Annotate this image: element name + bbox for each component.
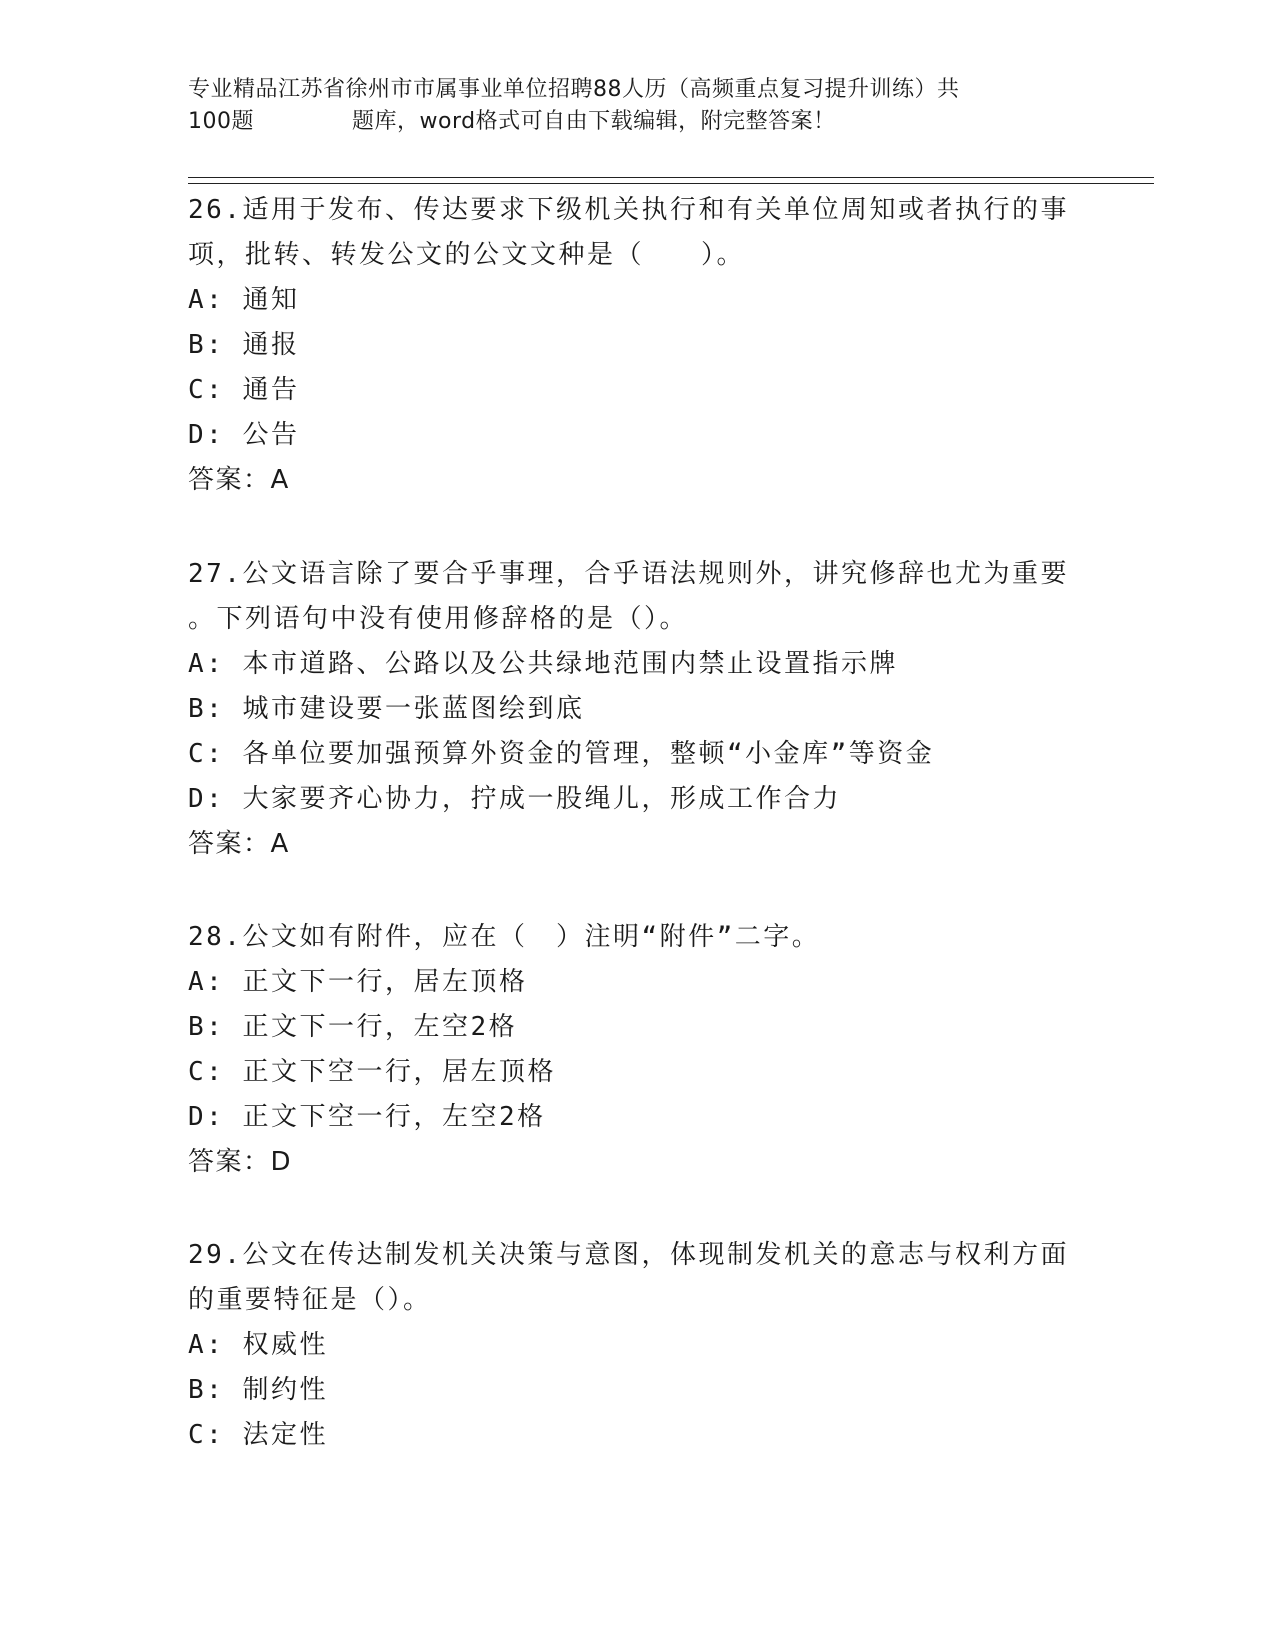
question-28 bbox=[188, 915, 1088, 1185]
header-divider-bottom bbox=[188, 183, 1154, 184]
question-stem-line2: 。下列语句中没有使用修辞格的是（）。 bbox=[188, 604, 689, 634]
option-b: B: 通报 bbox=[188, 330, 300, 360]
header-subtitle: 题库，word格式可自由下载编辑，附完整答案！ bbox=[352, 109, 836, 134]
question-stem-line1: 28.公文如有附件，应在（ ）注明“附件”二字。 bbox=[188, 922, 821, 952]
question-stem-line1: 29.公文在传达制发机关决策与意图，体现制发机关的意志与权利方面 bbox=[188, 1240, 1069, 1270]
header-title-line1: 专业精品江苏省徐州市市属事业单位招聘88人历（高频重点复习提升训练）共 bbox=[188, 77, 960, 102]
header-title-line2 bbox=[188, 106, 1068, 138]
option-a: A: 本市道路、公路以及公共绿地范围内禁止设置指示牌 bbox=[188, 649, 898, 679]
option-c: C: 法定性 bbox=[188, 1420, 328, 1450]
option-d: D: 正文下空一行，左空2格 bbox=[188, 1102, 546, 1132]
answer: 答案：A bbox=[188, 465, 290, 495]
header-count: 100题 bbox=[188, 109, 254, 134]
document-header bbox=[188, 74, 1068, 138]
option-c: C: 各单位要加强预算外资金的管理，整顿“小金库”等资金 bbox=[188, 739, 935, 769]
option-a: A: 正文下一行，居左顶格 bbox=[188, 967, 528, 997]
question-27 bbox=[188, 552, 1088, 867]
question-stem-line1: 26.适用于发布、传达要求下级机关执行和有关单位周知或者执行的事 bbox=[188, 195, 1069, 225]
question-stem-line2: 的重要特征是（）。 bbox=[188, 1285, 432, 1315]
answer: 答案：A bbox=[188, 829, 290, 859]
question-26 bbox=[188, 188, 1088, 503]
question-stem-line2: 项，批转、转发公文的公文文种是（ ）。 bbox=[188, 240, 746, 270]
option-c: C: 正文下空一行，居左顶格 bbox=[188, 1057, 556, 1087]
answer: 答案：D bbox=[188, 1147, 293, 1177]
option-a: A: 通知 bbox=[188, 285, 300, 315]
option-a: A: 权威性 bbox=[188, 1330, 328, 1360]
header-divider-top bbox=[188, 177, 1154, 178]
option-b: B: 制约性 bbox=[188, 1375, 328, 1405]
question-stem-line1: 27.公文语言除了要合乎事理，合乎语法规则外，讲究修辞也尤为重要 bbox=[188, 559, 1069, 589]
question-29 bbox=[188, 1233, 1088, 1458]
option-b: B: 城市建设要一张蓝图绘到底 bbox=[188, 694, 585, 724]
option-b: B: 正文下一行，左空2格 bbox=[188, 1012, 518, 1042]
option-d: D: 公告 bbox=[188, 420, 300, 450]
option-d: D: 大家要齐心协力，拧成一股绳儿，形成工作合力 bbox=[188, 784, 841, 814]
option-c: C: 通告 bbox=[188, 375, 300, 405]
